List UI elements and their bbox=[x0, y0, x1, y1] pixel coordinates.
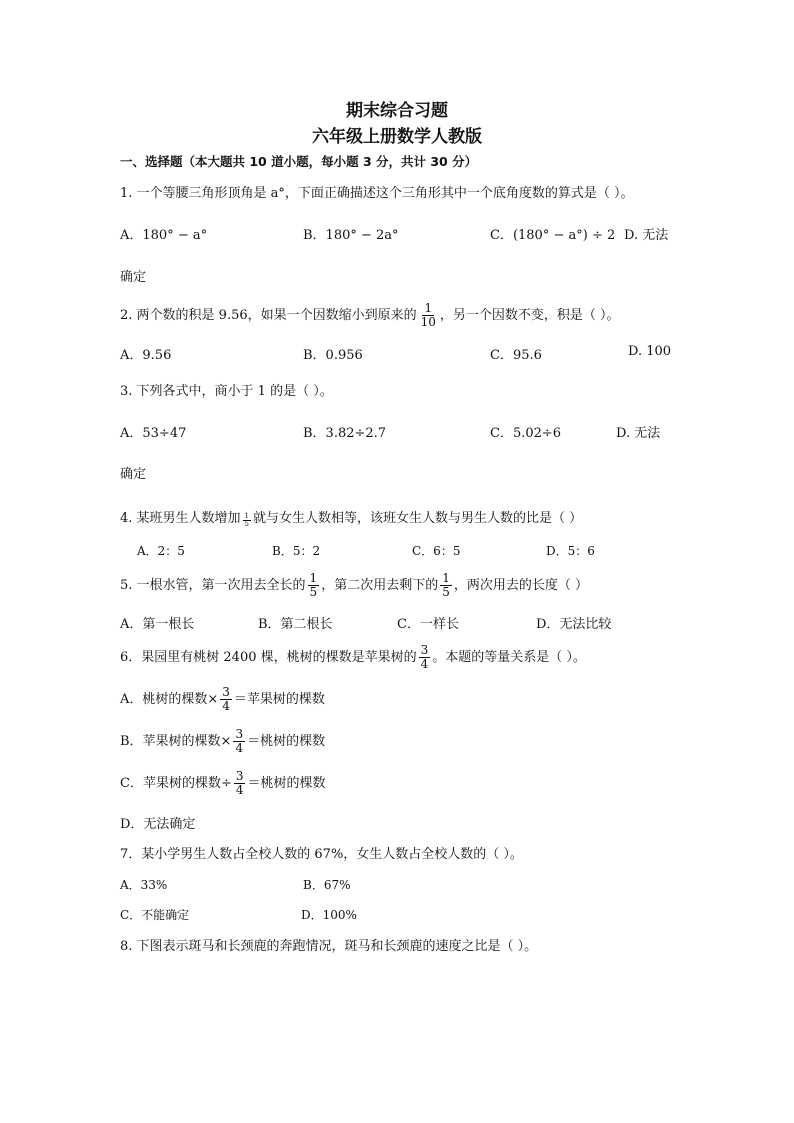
q5-fraction-2-denominator: 5 bbox=[442, 585, 450, 600]
q7-option-a: A．33% bbox=[120, 878, 168, 892]
q6-option-c bbox=[120, 770, 326, 797]
q5-option-a: A．第一根长 bbox=[120, 617, 195, 632]
q3-option-b: B．3.82÷2.7 bbox=[303, 426, 387, 441]
q2-text-post: ，另一个因数不变，积是（ ）。 bbox=[439, 308, 620, 324]
question-2 bbox=[120, 302, 620, 329]
q7-option-d: D．100% bbox=[301, 908, 357, 922]
page-subtitle: 六年级上册数学人教版 bbox=[312, 127, 482, 147]
q6-option-a-fraction-denominator: 4 bbox=[222, 699, 230, 714]
q6-option-a-post: ＝苹果树的棵数 bbox=[233, 692, 325, 708]
q6-option-b-fraction-denominator: 4 bbox=[235, 741, 244, 756]
q6-option-a-pre: A．桃树的棵数× bbox=[120, 692, 219, 708]
q6-fraction-denominator: 4 bbox=[420, 657, 429, 672]
q5-text-pre: 5. 一根水管，第一次用去全长的 bbox=[120, 578, 306, 594]
q6-option-a bbox=[120, 686, 325, 713]
q2-option-a: A．9.56 bbox=[120, 348, 172, 363]
q3-option-d-continued: 确定 bbox=[120, 467, 147, 482]
q6-option-b-post: ＝桃树的棵数 bbox=[247, 734, 326, 750]
q6-fraction bbox=[419, 644, 431, 671]
q2-fraction-denominator: 10 bbox=[420, 315, 436, 330]
q6-option-c-fraction-numerator: 3 bbox=[235, 769, 244, 783]
q2-option-c: C．95.6 bbox=[490, 348, 542, 363]
q1-option-a: A．180° − a° bbox=[120, 228, 208, 243]
q6-text-post: 。本题的等量关系是（ ）。 bbox=[432, 650, 586, 666]
question-6 bbox=[120, 644, 586, 671]
q6-option-b bbox=[120, 728, 325, 755]
q3-option-a: A．53÷47 bbox=[120, 426, 187, 441]
question-4 bbox=[120, 507, 582, 528]
q3-option-d: D. 无法 bbox=[616, 426, 661, 441]
q5-fraction-1 bbox=[308, 572, 320, 599]
q1-option-d: D. 无法 bbox=[624, 228, 669, 243]
section-header: 一、选择题（本大题共 10 道小题，每小题 3 分，共计 30 分） bbox=[120, 154, 478, 169]
q5-text-post: ，两次用去的长度（ ） bbox=[453, 578, 588, 594]
q6-option-c-fraction-denominator: 4 bbox=[235, 783, 244, 798]
q6-option-c-pre: C．苹果树的棵数÷ bbox=[120, 776, 232, 792]
q5-fraction-1-denominator: 5 bbox=[309, 585, 318, 600]
q6-text-pre: 6．果园里有桃树 2400 棵，桃树的棵数是苹果树的 bbox=[120, 650, 417, 666]
q6-option-a-fraction-numerator: 3 bbox=[222, 685, 230, 699]
q6-option-c-post: ＝桃树的棵数 bbox=[247, 776, 326, 792]
question-3: 3. 下列各式中，商小于 1 的是（ ）。 bbox=[120, 384, 333, 399]
q6-option-b-fraction-numerator: 3 bbox=[235, 727, 244, 741]
question-8: 8. 下图表示斑马和长颈鹿的奔跑情况，斑马和长颈鹿的速度之比是（ ）。 bbox=[120, 939, 538, 954]
q5-fraction-1-numerator: 1 bbox=[309, 571, 318, 585]
q5-option-b: B．第二根长 bbox=[258, 617, 333, 632]
page-title: 期末综合习题 bbox=[346, 101, 448, 121]
q2-option-b: B．0.956 bbox=[303, 348, 363, 363]
q5-fraction-2-numerator: 1 bbox=[442, 571, 450, 585]
q4-option-a: A．2：5 bbox=[137, 544, 185, 558]
q4-option-c: C．6：5 bbox=[412, 544, 461, 558]
q1-option-d-continued: 确定 bbox=[120, 270, 147, 285]
q2-fraction bbox=[419, 302, 438, 329]
q7-option-b: B．67% bbox=[303, 878, 351, 892]
q1-option-b: B．180° − 2a° bbox=[303, 228, 399, 243]
q4-option-b: B．5：2 bbox=[272, 544, 321, 558]
q6-fraction-numerator: 3 bbox=[420, 643, 429, 657]
q2-option-d: D. 100 bbox=[628, 344, 672, 359]
q4-fraction bbox=[243, 513, 251, 528]
q5-option-c: C．一样长 bbox=[397, 617, 459, 632]
q3-option-c: C．5.02÷6 bbox=[490, 426, 562, 441]
q4-option-d: D．5：6 bbox=[546, 544, 595, 558]
q6-option-c-fraction bbox=[234, 770, 246, 797]
q4-text-post: 就与女生人数相等，该班女生人数与男生人数的比是（ ） bbox=[253, 511, 583, 526]
question-1: 1. 一个等腰三角形顶角是 a°，下面正确描述这个三角形其中一个底角度数的算式是（ ）。 bbox=[120, 186, 634, 201]
q4-fraction-numerator: 1 bbox=[244, 512, 250, 520]
q5-option-d: D．无法比较 bbox=[536, 617, 612, 632]
q6-option-d: D．无法确定 bbox=[120, 817, 196, 832]
q4-text-pre: 4. 某班男生人数增加 bbox=[120, 511, 241, 526]
q5-text-mid: ，第二次用去剩下的 bbox=[321, 578, 439, 594]
q6-option-b-pre: B．苹果树的棵数× bbox=[120, 734, 232, 750]
question-7: 7．某小学男生人数占全校人数的 67%，女生人数占全校人数的（ ）。 bbox=[120, 847, 523, 862]
q6-option-a-fraction bbox=[220, 686, 232, 713]
q7-option-c: C．不能确定 bbox=[120, 908, 190, 922]
q5-fraction-2 bbox=[440, 572, 452, 599]
question-5 bbox=[120, 572, 588, 599]
q2-fraction-numerator: 1 bbox=[424, 301, 433, 315]
q6-option-b-fraction bbox=[233, 728, 245, 755]
q1-option-c: C．(180° − a°) ÷ 2 bbox=[490, 228, 616, 243]
q4-fraction-denominator: 5 bbox=[244, 520, 250, 528]
q2-text-pre: 2. 两个数的积是 9.56，如果一个因数缩小到原来的 bbox=[120, 308, 417, 324]
